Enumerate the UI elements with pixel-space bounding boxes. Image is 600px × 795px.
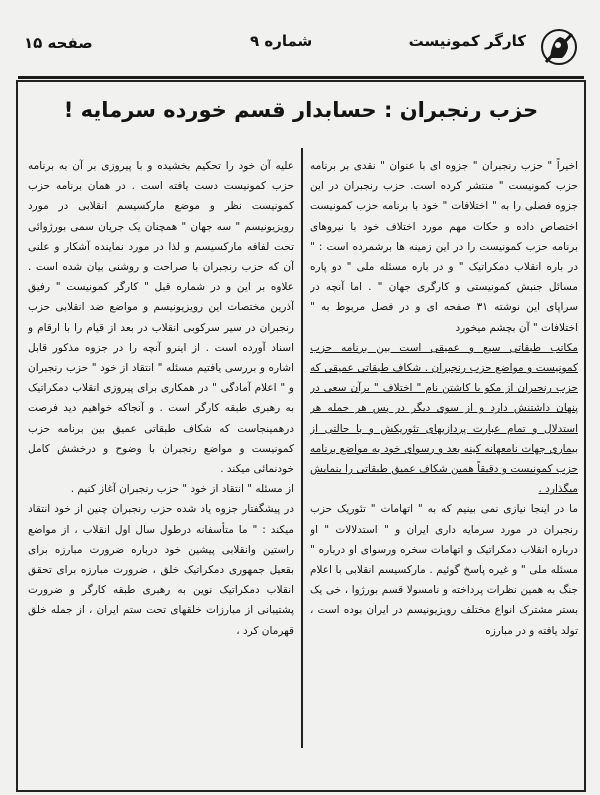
article-column-left [28, 156, 294, 788]
article-title: حزب رنجبران : حسابدار قسم خورده سرمایه ! [63, 98, 539, 122]
article-paragraph: در پیشگفتار جزوه یاد شده حزب رنجبران چنین از خود انتقاد میکند : " ما متأسفانه درطول سال اول انقلاب ، از مواضع راستین وانقلابی پیشین خود درباره ضرورت مبارزه برای بقعیل جمهوری دمکراتیک خلق ، ضرورت مبارزه برای تحقق انقلاب دمکراتیک نوین به رهبری طبقه کارگر و ضرورت پشتیبانی از مبارزات خلقهای تحت ستم ایران ، از جمله خلق قهرمان کرد ، [28, 503, 294, 637]
article-paragraph: از مسئله " انتقاد از خود " حزب رنجبران آغاز کنیم . [70, 483, 294, 496]
issue-number: شماره ۹ [250, 32, 313, 50]
article-column-right [310, 156, 578, 788]
page-number: صفحه ۱۵ [24, 34, 93, 52]
column-divider [301, 148, 303, 748]
worker-emblem-icon [538, 28, 580, 66]
publication-title: کارگر کمونیست [408, 32, 526, 50]
article-paragraph: اخیراً " حزب رنجبران " جزوه ای با عنوان " نقدی بر برنامه حزب کمونیست " منتشر کرده است. حزب رنجبران در این جزوه فصلی را به " اختلافات " خود با برنامه حزب کمونیست اختصاص داده و حکات مهم مورد اختلاف خود با نیروهای برنامه حزب کمونیست را در این زمینه ها برشمرده است : " در باره انقلاب دمکراتیک " و در باره مسئله ملی " دو پاره مسائل جنبش کمونیستی و کارگری جهان " . اما آنچه در سراپای این نوشته ۳۱ صفحه ای و در فصل مربوط به " اختلافات " آن بچشم میخورد [310, 160, 578, 334]
article-paragraph: ما در اینجا نیازی نمی بینیم که به " اتهامات " تئوریک حزب رنجبران در مورد سرمایه داری ایران و " استدلالات " او درباره انقلاب دمکراتیک و اتهامات سخره ورسوای او درباره " مسئله ملی " و غیره پاسخ گوئیم . مارکسیسم انقلابی با اعلام جنگ به همین نظرات پرداخته و نامسولا قسم بورژوا ، خی یک بستر مشترک انواع مختلف رویزیونیسم در ایران بوده است ، تولد یافته و در مبارزه [310, 503, 578, 637]
page-header [18, 18, 584, 79]
article-paragraph: مکاتب طبقاتی سیع و عمیقی است بین برنامه حزب کمونیست و مواضع حزب رنجبران . شکاف طبقاتی عمیقی که حزب رنجبران از مکو با کاشتن نام " اختلاف " برآن سعی در پنهان داشتنش دارد و از سوی دیگر در پس هر جمله هر استدلال و تمام عبارت پردازیهای تئوریکش و با حالتی از بیماری جهات نامعهانه کینه بعد و رسوای خود به مواضع برنامه حزب کمونیست و دقیقاً همین شکاف عمیق طبقاتی را بنمایش میگذارد . [310, 341, 578, 496]
article-frame [16, 80, 586, 792]
article-paragraph: علیه آن خود را تحکیم بخشیده و با پیروزی بر آن به برنامه حزب کمونیست دست یافته است . در همان برنامه حزب کمونیست نظر و موضع مارکسیسم انقلابی در مورد رویزیونیسم " سه جهان " همچنان یک جریان سمی بورژوائی تحت لفافه مارکسیسم و لذا در مورد نماینده آشکار و علنی آن که حزب رنجبران با صراحت و روشنی بیان شده است . علاوه بر این و در شماره قبل " کارگر کمونیست " رفیق آذرین مختصات این رویزیونیسم و مواضع ضد انقلابی حزب رنجبران در سیر سرکوبی انقلاب در بعد از قیام را با ارقام و اسناد آورده است . از اینرو آنچه را در جزوه مذکور قابل اشاره و بررسی یافتیم مسئله " انتقاد از خود " حزب رنجبران و " اعلام آمادگی " در همکاری برای پیروزی انقلاب دمکراتیک به رهبری طبقه کارگر است . و آنجاکه خواهیم دید فرصت درهمینجاست که شکاف طبقاتی عمیق بین برنامه حزب کمونیست و مواضع رنجبران با وضوح و درخشش کامل خودنمائی میکند . [28, 160, 294, 476]
